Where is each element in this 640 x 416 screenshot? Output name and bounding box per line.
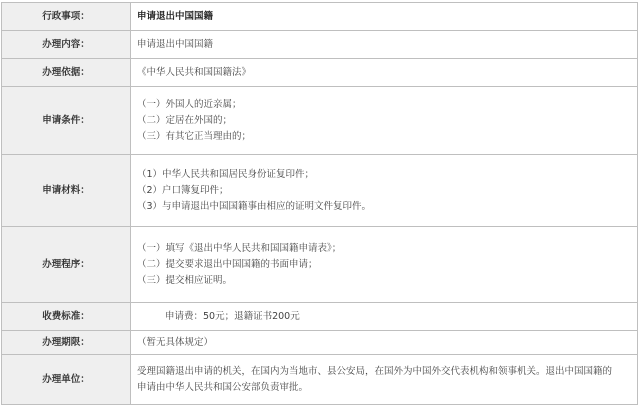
row-label: 办理单位： xyxy=(2,355,131,405)
value-line: （3）与申请退出中国国籍事由相应的证明文件复印件。 xyxy=(137,200,372,212)
value-line: 《中华人民共和国国籍法》 xyxy=(137,66,252,78)
value-line: （三）提交相应证明。 xyxy=(137,274,233,286)
value-line: （二）定居在外国的； xyxy=(137,114,233,126)
value-line: 申请退出中国国籍 xyxy=(137,38,214,50)
table-row xyxy=(2,31,638,59)
value-line: （二）提交要求退出中国国籍的书面申请； xyxy=(137,258,318,270)
row-value xyxy=(131,87,638,155)
value-line: 申请费：50元；退籍证书200元 xyxy=(165,310,300,322)
table-row xyxy=(2,227,638,303)
table-row xyxy=(2,303,638,331)
value-line: 申请由中华人民共和国公安部负责审批。 xyxy=(137,381,309,393)
table-row xyxy=(2,3,638,31)
value-line: （1）中华人民共和国居民身份证复印件； xyxy=(137,168,315,180)
row-label: 办理期限： xyxy=(2,331,131,355)
table-row xyxy=(2,331,638,355)
row-label: 行政事项： xyxy=(2,3,131,31)
value-line: （暂无具体规定） xyxy=(137,336,214,348)
table-row xyxy=(2,355,638,405)
row-value xyxy=(131,3,638,31)
row-value xyxy=(131,227,638,303)
info-table xyxy=(1,2,638,405)
row-label: 办理程序： xyxy=(2,227,131,303)
value-line: 申请退出中国国籍 xyxy=(137,10,214,22)
row-value xyxy=(131,59,638,87)
row-label: 收费标准： xyxy=(2,303,131,331)
value-line: （一）外国人的近亲属； xyxy=(137,98,242,110)
row-label: 办理依据： xyxy=(2,59,131,87)
value-line: （2）户口簿复印件； xyxy=(137,184,229,196)
value-line: （三）有其它正当理由的； xyxy=(137,130,252,142)
row-label: 办理内容： xyxy=(2,31,131,59)
row-value xyxy=(131,31,638,59)
value-line: 受理国籍退出申请的机关，在国内为当地市、县公安局，在国外为中国外交代表机构和领事机关。退出中国国籍的 xyxy=(137,365,613,377)
row-value xyxy=(131,355,638,405)
row-value xyxy=(131,155,638,227)
value-line: （一）填写《退出中华人民共和国国籍申请表》； xyxy=(137,242,342,254)
row-label: 申请材料： xyxy=(2,155,131,227)
row-label: 申请条件： xyxy=(2,87,131,155)
table-row xyxy=(2,59,638,87)
row-value xyxy=(131,331,638,355)
row-value xyxy=(131,303,638,331)
table-row xyxy=(2,155,638,227)
table-row xyxy=(2,87,638,155)
